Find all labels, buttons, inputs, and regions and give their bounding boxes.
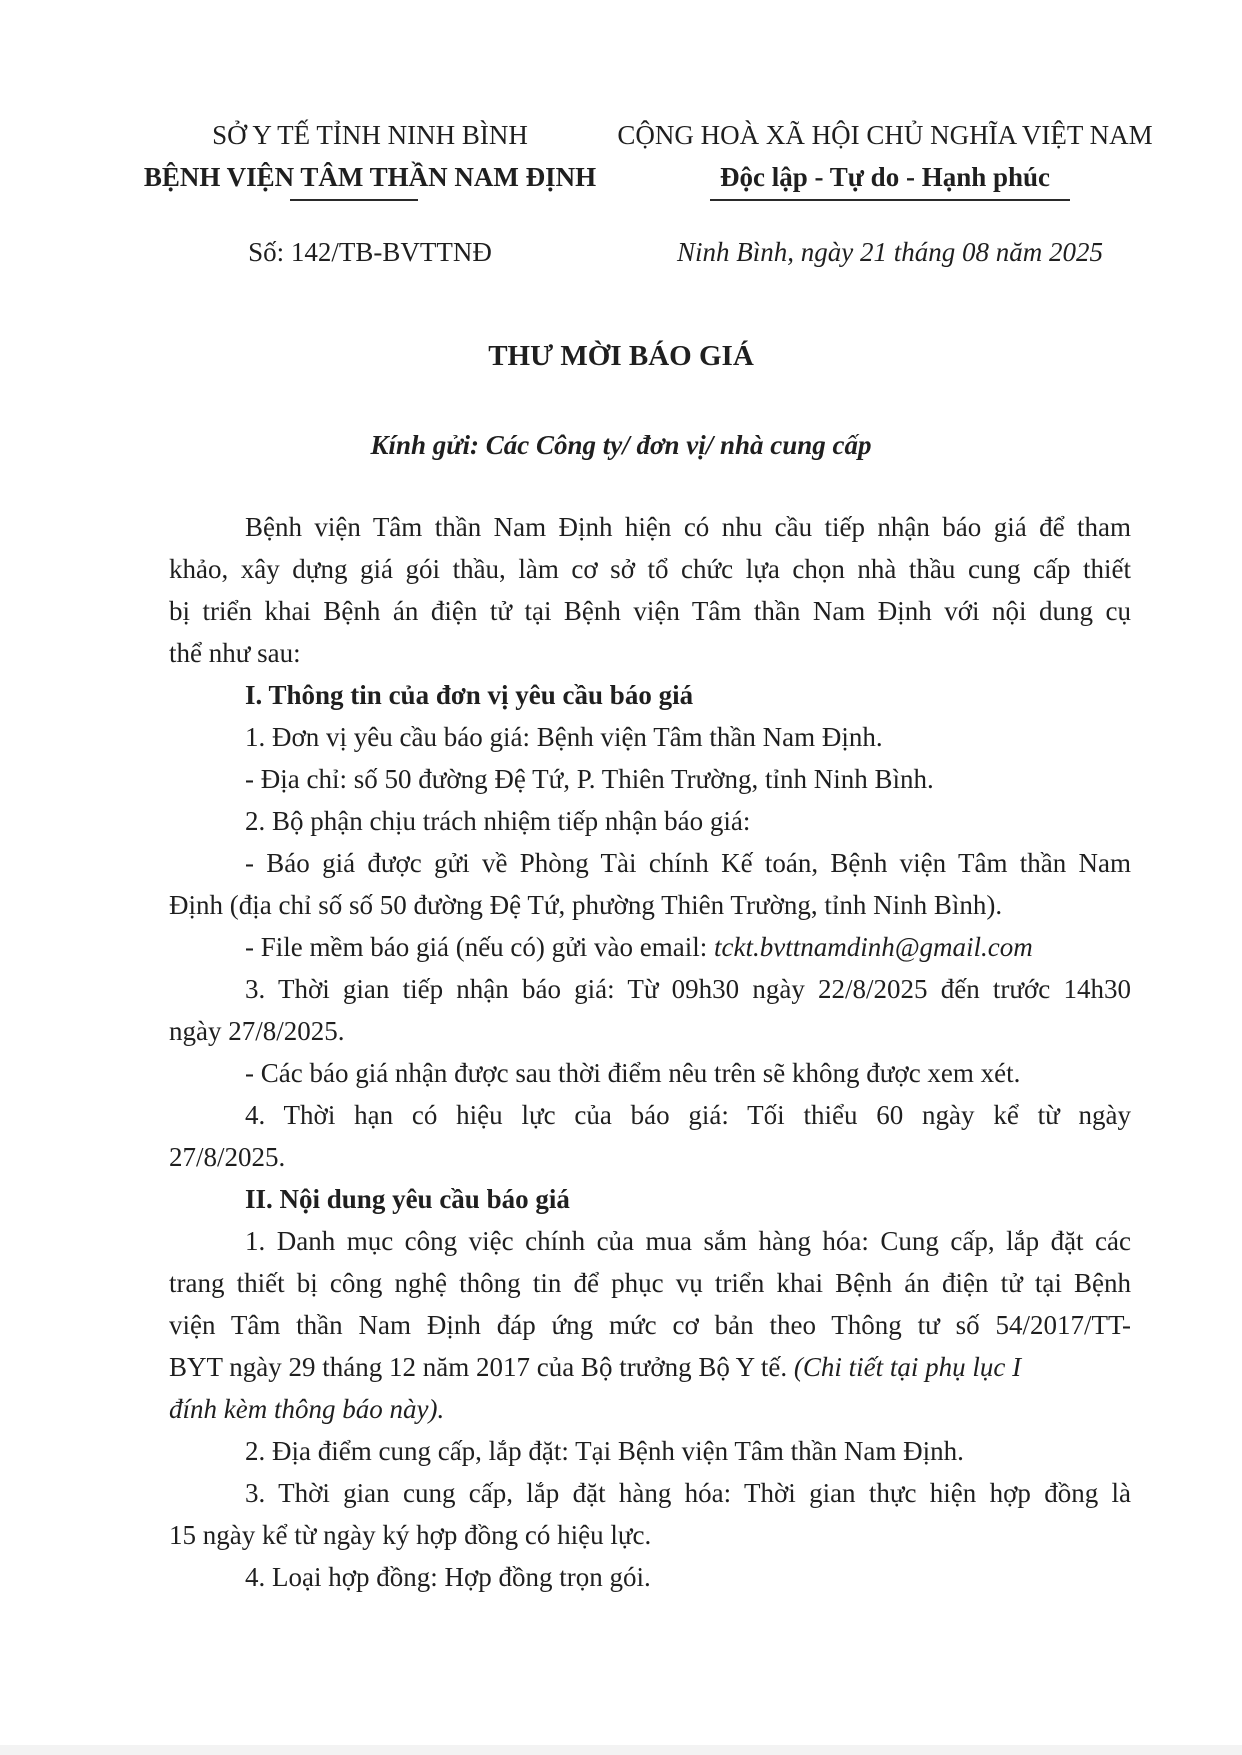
national-motto: Độc lập - Tự do - Hạnh phúc bbox=[719, 162, 1051, 192]
section-2-item-1-line-5: đính kèm thông báo này). bbox=[169, 1394, 445, 1424]
section-1-send-line-1: - Báo giá được gửi về Phòng Tài chính Kế toán, Bệnh viện Tâm thần Nam bbox=[245, 848, 1131, 878]
date-place: Ninh Bình, ngày 21 tháng 08 năm 2025 bbox=[677, 237, 1103, 267]
national-title: CỘNG HOÀ XÃ HỘI CHỦ NGHĨA VIỆT NAM bbox=[617, 120, 1153, 150]
hospital-name: BỆNH VIỆN TÂM THẦN NAM ĐỊNH bbox=[143, 162, 597, 192]
section-1-email-line bbox=[245, 932, 1033, 963]
section-2-item-3-line-1: 3. Thời gian cung cấp, lắp đặt hàng hóa: Thời gian thực hiện hợp đồng là bbox=[245, 1478, 1131, 1508]
section-1-send-line-2: Định (địa chỉ số số 50 đường Đệ Tứ, phường Thiên Trường, tỉnh Ninh Bình). bbox=[169, 890, 1003, 920]
section-2-item-1-line-1: 1. Danh mục công việc chính của mua sắm hàng hóa: Cung cấp, lắp đặt các bbox=[245, 1226, 1131, 1256]
agency-name: SỞ Y TẾ TỈNH NINH BÌNH bbox=[212, 120, 528, 150]
motto-underline bbox=[710, 199, 1070, 201]
item-1-line-4-text: BYT ngày 29 tháng 12 năm 2017 của Bộ trưởng Bộ Y tế. bbox=[169, 1352, 794, 1382]
section-2-heading: II. Nội dung yêu cầu báo giá bbox=[245, 1184, 570, 1214]
section-1-item-3-line-2: ngày 27/8/2025. bbox=[169, 1016, 345, 1046]
section-2-item-1-line-3: viện Tâm thần Nam Định đáp ứng mức cơ bản theo Thông tư số 54/2017/TT- bbox=[169, 1310, 1131, 1340]
section-1-item-3-line-1: 3. Thời gian tiếp nhận báo giá: Từ 09h30 ngày 22/8/2025 đến trước 14h30 bbox=[245, 974, 1131, 1004]
section-2-item-1-line-2: trang thiết bị công nghệ thông tin để phục vụ triển khai Bệnh án điện tử tại Bệnh bbox=[169, 1268, 1131, 1298]
section-2-item-3-line-2: 15 ngày kể từ ngày ký hợp đồng có hiệu lực. bbox=[169, 1520, 652, 1550]
section-2-item-1-line-4 bbox=[169, 1352, 1021, 1383]
intro-line-1: Bệnh viện Tâm thần Nam Định hiện có nhu cầu tiếp nhận báo giá để tham bbox=[245, 512, 1131, 542]
section-1-item-4-line-1: 4. Thời hạn có hiệu lực của báo giá: Tối thiểu 60 ngày kể từ ngày bbox=[245, 1100, 1131, 1130]
document-title: THƯ MỜI BÁO GIÁ bbox=[488, 340, 754, 372]
hospital-underline bbox=[290, 199, 418, 201]
intro-line-2: khảo, xây dựng giá gói thầu, làm cơ sở tổ chức lựa chọn nhà thầu cung cấp thiết bbox=[169, 554, 1131, 584]
section-1-item-2: 2. Bộ phận chịu trách nhiệm tiếp nhận báo giá: bbox=[245, 806, 751, 836]
section-1-address: - Địa chỉ: số 50 đường Đệ Tứ, P. Thiên Trường, tỉnh Ninh Bình. bbox=[245, 764, 934, 794]
document-number: Số: 142/TB-BVTTNĐ bbox=[248, 237, 492, 267]
section-1-item-1: 1. Đơn vị yêu cầu báo giá: Bệnh viện Tâm thần Nam Định. bbox=[245, 722, 883, 752]
section-1-late-note: - Các báo giá nhận được sau thời điểm nêu trên sẽ không được xem xét. bbox=[245, 1058, 1021, 1088]
appendix-reference: (Chi tiết tại phụ lục I bbox=[793, 1352, 1022, 1382]
email-address[interactable]: tckt.bvttnamdinh@gmail.com bbox=[714, 932, 1033, 962]
email-prefix: - File mềm báo giá (nếu có) gửi vào email: bbox=[245, 932, 714, 962]
section-2-item-2: 2. Địa điểm cung cấp, lắp đặt: Tại Bệnh viện Tâm thần Nam Định. bbox=[245, 1436, 964, 1466]
intro-line-4: thể như sau: bbox=[169, 638, 301, 668]
intro-line-3: bị triển khai Bệnh án điện tử tại Bệnh viện Tâm thần Nam Định với nội dung cụ bbox=[169, 596, 1131, 626]
section-1-item-4-line-2: 27/8/2025. bbox=[169, 1142, 286, 1172]
section-2-item-4: 4. Loại hợp đồng: Hợp đồng trọn gói. bbox=[245, 1562, 651, 1592]
page-bottom-edge bbox=[0, 1745, 1242, 1755]
recipient-line: Kính gửi: Các Công ty/ đơn vị/ nhà cung cấp bbox=[370, 430, 872, 460]
section-1-heading: I. Thông tin của đơn vị yêu cầu báo giá bbox=[245, 680, 694, 710]
